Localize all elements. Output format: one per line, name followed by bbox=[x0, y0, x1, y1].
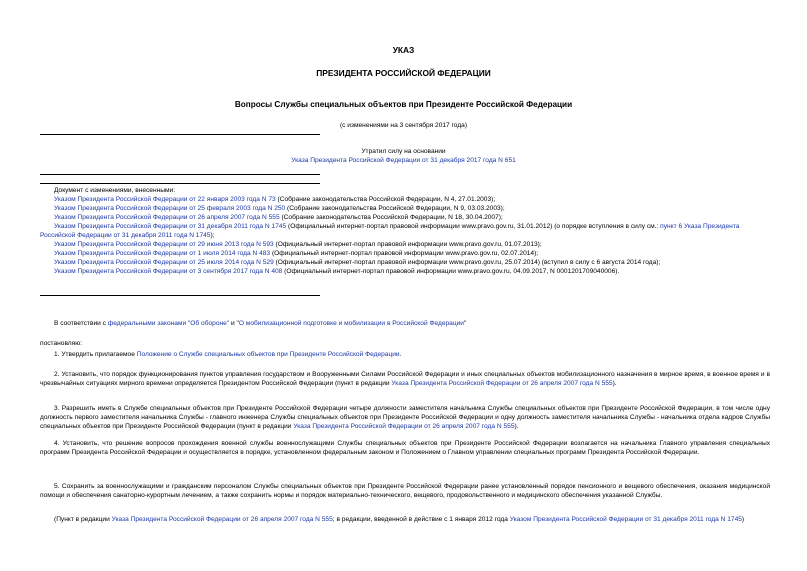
amendment-source: (Официальный интернет-портал правовой информации www.pravo.gov.ru, 31.01.2012) (о порядке вступления в силу см.: bbox=[286, 223, 661, 230]
clause-text: 3. Разрешить иметь в Службе специальных объектов при Президенте Российской Федерации четыре должности заместителя начальника Службы специальных объектов при Президенте Российской Федерации, в том числе одну должность первого заместителя начальника Службы - главного инженера Службы специальных объектов при Президенте Российской Федерации и одну должность заместителя начальника Службы - начальника отдела кадров Службы специальных объектов при Президенте Российской Федерации (пункт в редакции bbox=[40, 405, 770, 430]
amendment-source: (Официальный интернет-портал правовой информации www.pravo.gov.ru, 25.07.2014) (вступил в силу с 6 августа 2014 года); bbox=[273, 259, 661, 266]
list-item bbox=[40, 258, 770, 267]
clause-amendment-link[interactable]: Указом Президента Российской Федерации от 31 декабря 2011 года N 1745 bbox=[509, 516, 742, 523]
amendment-link[interactable]: Указом Президента Российской Федерации от 1 июля 2014 года N 483 bbox=[54, 250, 271, 257]
amendment-point-link[interactable]: пункт 6 Указа Президента Российской Федерации от 31 декабря 2011 года N 1745 bbox=[40, 223, 740, 239]
amendment-source: (Официальный интернет-портал правовой информации www.pravo.gov.ru, 04.09.2017, N 0001201709040006). bbox=[282, 268, 620, 275]
clause-amendment-link[interactable]: Указа Президента Российской Федерации от 26 апреля 2007 года N 555 bbox=[391, 380, 613, 387]
preamble bbox=[40, 319, 770, 328]
amendment-link[interactable]: Указом Президента Российской Федерации от 26 апреля 2007 года N 555 bbox=[54, 214, 280, 221]
list-item bbox=[40, 204, 770, 213]
regulation-link[interactable]: Положение о Службе специальных объектов при Президенте Российской Федерации bbox=[136, 351, 400, 358]
mobilization-law-link[interactable]: О мобилизационной подготовке и мобилизации в Российской Федерации bbox=[238, 320, 464, 327]
clause-amendment-link[interactable]: Указа Президента Российской Федерации от 26 апреля 2007 года N 555 bbox=[293, 423, 515, 430]
list-item bbox=[40, 213, 770, 222]
amendment-link[interactable]: Указом Президента Российской Федерации от 22 января 2003 года N 73 bbox=[54, 196, 276, 203]
clause-1 bbox=[40, 350, 770, 359]
divider bbox=[40, 295, 320, 296]
clause-text: . bbox=[399, 351, 402, 358]
doc-subject-title: Вопросы Службы специальных объектов при Президенте Российской Федерации bbox=[234, 100, 573, 109]
amendment-link[interactable]: Указом Президента Российской Федерации от 25 февраля 2003 года N 250 bbox=[54, 205, 286, 212]
lost-force-link[interactable]: Указа Президента Российской Федерации от 31 декабря 2017 года N 651 bbox=[291, 157, 516, 164]
defense-law-link[interactable]: федеральными законами "Об обороне" bbox=[107, 320, 230, 327]
clause-5: 5. Сохранить за военнослужащими и гражданским персоналом Службы специальных объектов при Президенте Российской Федерации ранее установленный порядок пенсионного и вещевого обеспечения, оказания медицинской помощи и обеспечения санаторно-курортным лечением, а также сохранить нормы и порядок материально-технического, вещевого, продовольственного и медицинского обеспечения указанной Службы. bbox=[40, 483, 770, 499]
divider bbox=[40, 134, 320, 135]
amendment-source-end: ); bbox=[210, 232, 215, 239]
decree-word: постановляю: bbox=[40, 340, 83, 347]
note-text: (Пункт в редакции bbox=[54, 516, 112, 523]
amendment-link[interactable]: Указом Президента Российской Федерации от 25 июля 2014 года N 529 bbox=[54, 259, 274, 266]
clause-2 bbox=[40, 370, 770, 388]
lost-force-label: Утратил силу на основании bbox=[361, 148, 446, 155]
clause-text: ). bbox=[612, 380, 617, 387]
note-text: ; в редакции, введенной в действие с 1 января 2012 года bbox=[332, 516, 510, 523]
doc-type-title: УКАЗ bbox=[392, 45, 415, 55]
list-item bbox=[40, 249, 770, 258]
amendment-source: (Официальный интернет-портал правовой информации www.pravo.gov.ru, 02.07.2014); bbox=[270, 250, 539, 257]
clause-text: 1. Утвердить прилагаемое bbox=[54, 351, 137, 358]
amendment-source: (Собрание законодательства Российской Федерации, N 9, 03.03.2003); bbox=[285, 205, 505, 212]
list-item bbox=[40, 240, 770, 249]
amendment-source: (Официальный интернет-портал правовой информации www.pravo.gov.ru, 01.07.2013); bbox=[273, 241, 542, 248]
amendment-link[interactable]: Указом Президента Российской Федерации от 3 сентября 2017 года N 408 bbox=[54, 268, 283, 275]
preamble-text: В соответствии с bbox=[54, 320, 108, 327]
amendment-source: (Собрание законодательства Российской Федерации, N 4, 27.01.2003); bbox=[275, 196, 496, 203]
preamble-text: " bbox=[463, 320, 467, 327]
list-item bbox=[40, 222, 770, 240]
clause-3 bbox=[40, 404, 770, 431]
list-item bbox=[40, 267, 770, 276]
changes-header: Документ с изменениями, внесенными: bbox=[54, 187, 176, 194]
issuer-title: ПРЕЗИДЕНТА РОССИЙСКОЙ ФЕДЕРАЦИИ bbox=[316, 68, 491, 78]
edition-note: (с изменениями на 3 сентября 2017 года) bbox=[339, 122, 468, 129]
clause-text: ). bbox=[514, 423, 519, 430]
clause-amendment-link[interactable]: Указа Президента Российской Федерации от 26 апреля 2007 года N 555 bbox=[111, 516, 333, 523]
amendment-source: (Собрание законодательства Российской Федерации, N 18, 30.04.2007); bbox=[279, 214, 503, 221]
preamble-text: и " bbox=[229, 320, 239, 327]
lost-force-link-line bbox=[0, 156, 807, 165]
clause-text: 2. Установить, что порядок функционирования пунктов управления государством и Вооруженными Силами Российской Федерации и иных специальных объектов мобилизационного назначения в мирное время, в военное время и в чрезвычайных ситуациях мирного времени определяется Президентом Российской Федерации (пункт в редакции bbox=[40, 371, 770, 387]
clause-5-note bbox=[40, 515, 770, 524]
divider bbox=[40, 183, 320, 184]
changes-list bbox=[40, 186, 770, 276]
note-text: ) bbox=[741, 516, 745, 523]
amendment-link[interactable]: Указом Президента Российской Федерации от 29 июня 2013 года N 593 bbox=[54, 241, 274, 248]
divider bbox=[40, 174, 320, 175]
amendment-link[interactable]: Указом Президента Российской Федерации от 31 декабря 2011 года N 1745 bbox=[54, 223, 287, 230]
clause-4: 4. Установить, что решение вопросов прохождения военной службы военнослужащими Службы специальных объектов при Президенте Российской Федерации возлагается на начальника Главного управления специальных программ Президента Российской Федерации и осуществляется в порядке, установленном федеральным законом и Положением о Главном управлении специальных программ Президента Российской Федерации. bbox=[40, 440, 770, 456]
list-item bbox=[40, 195, 770, 204]
